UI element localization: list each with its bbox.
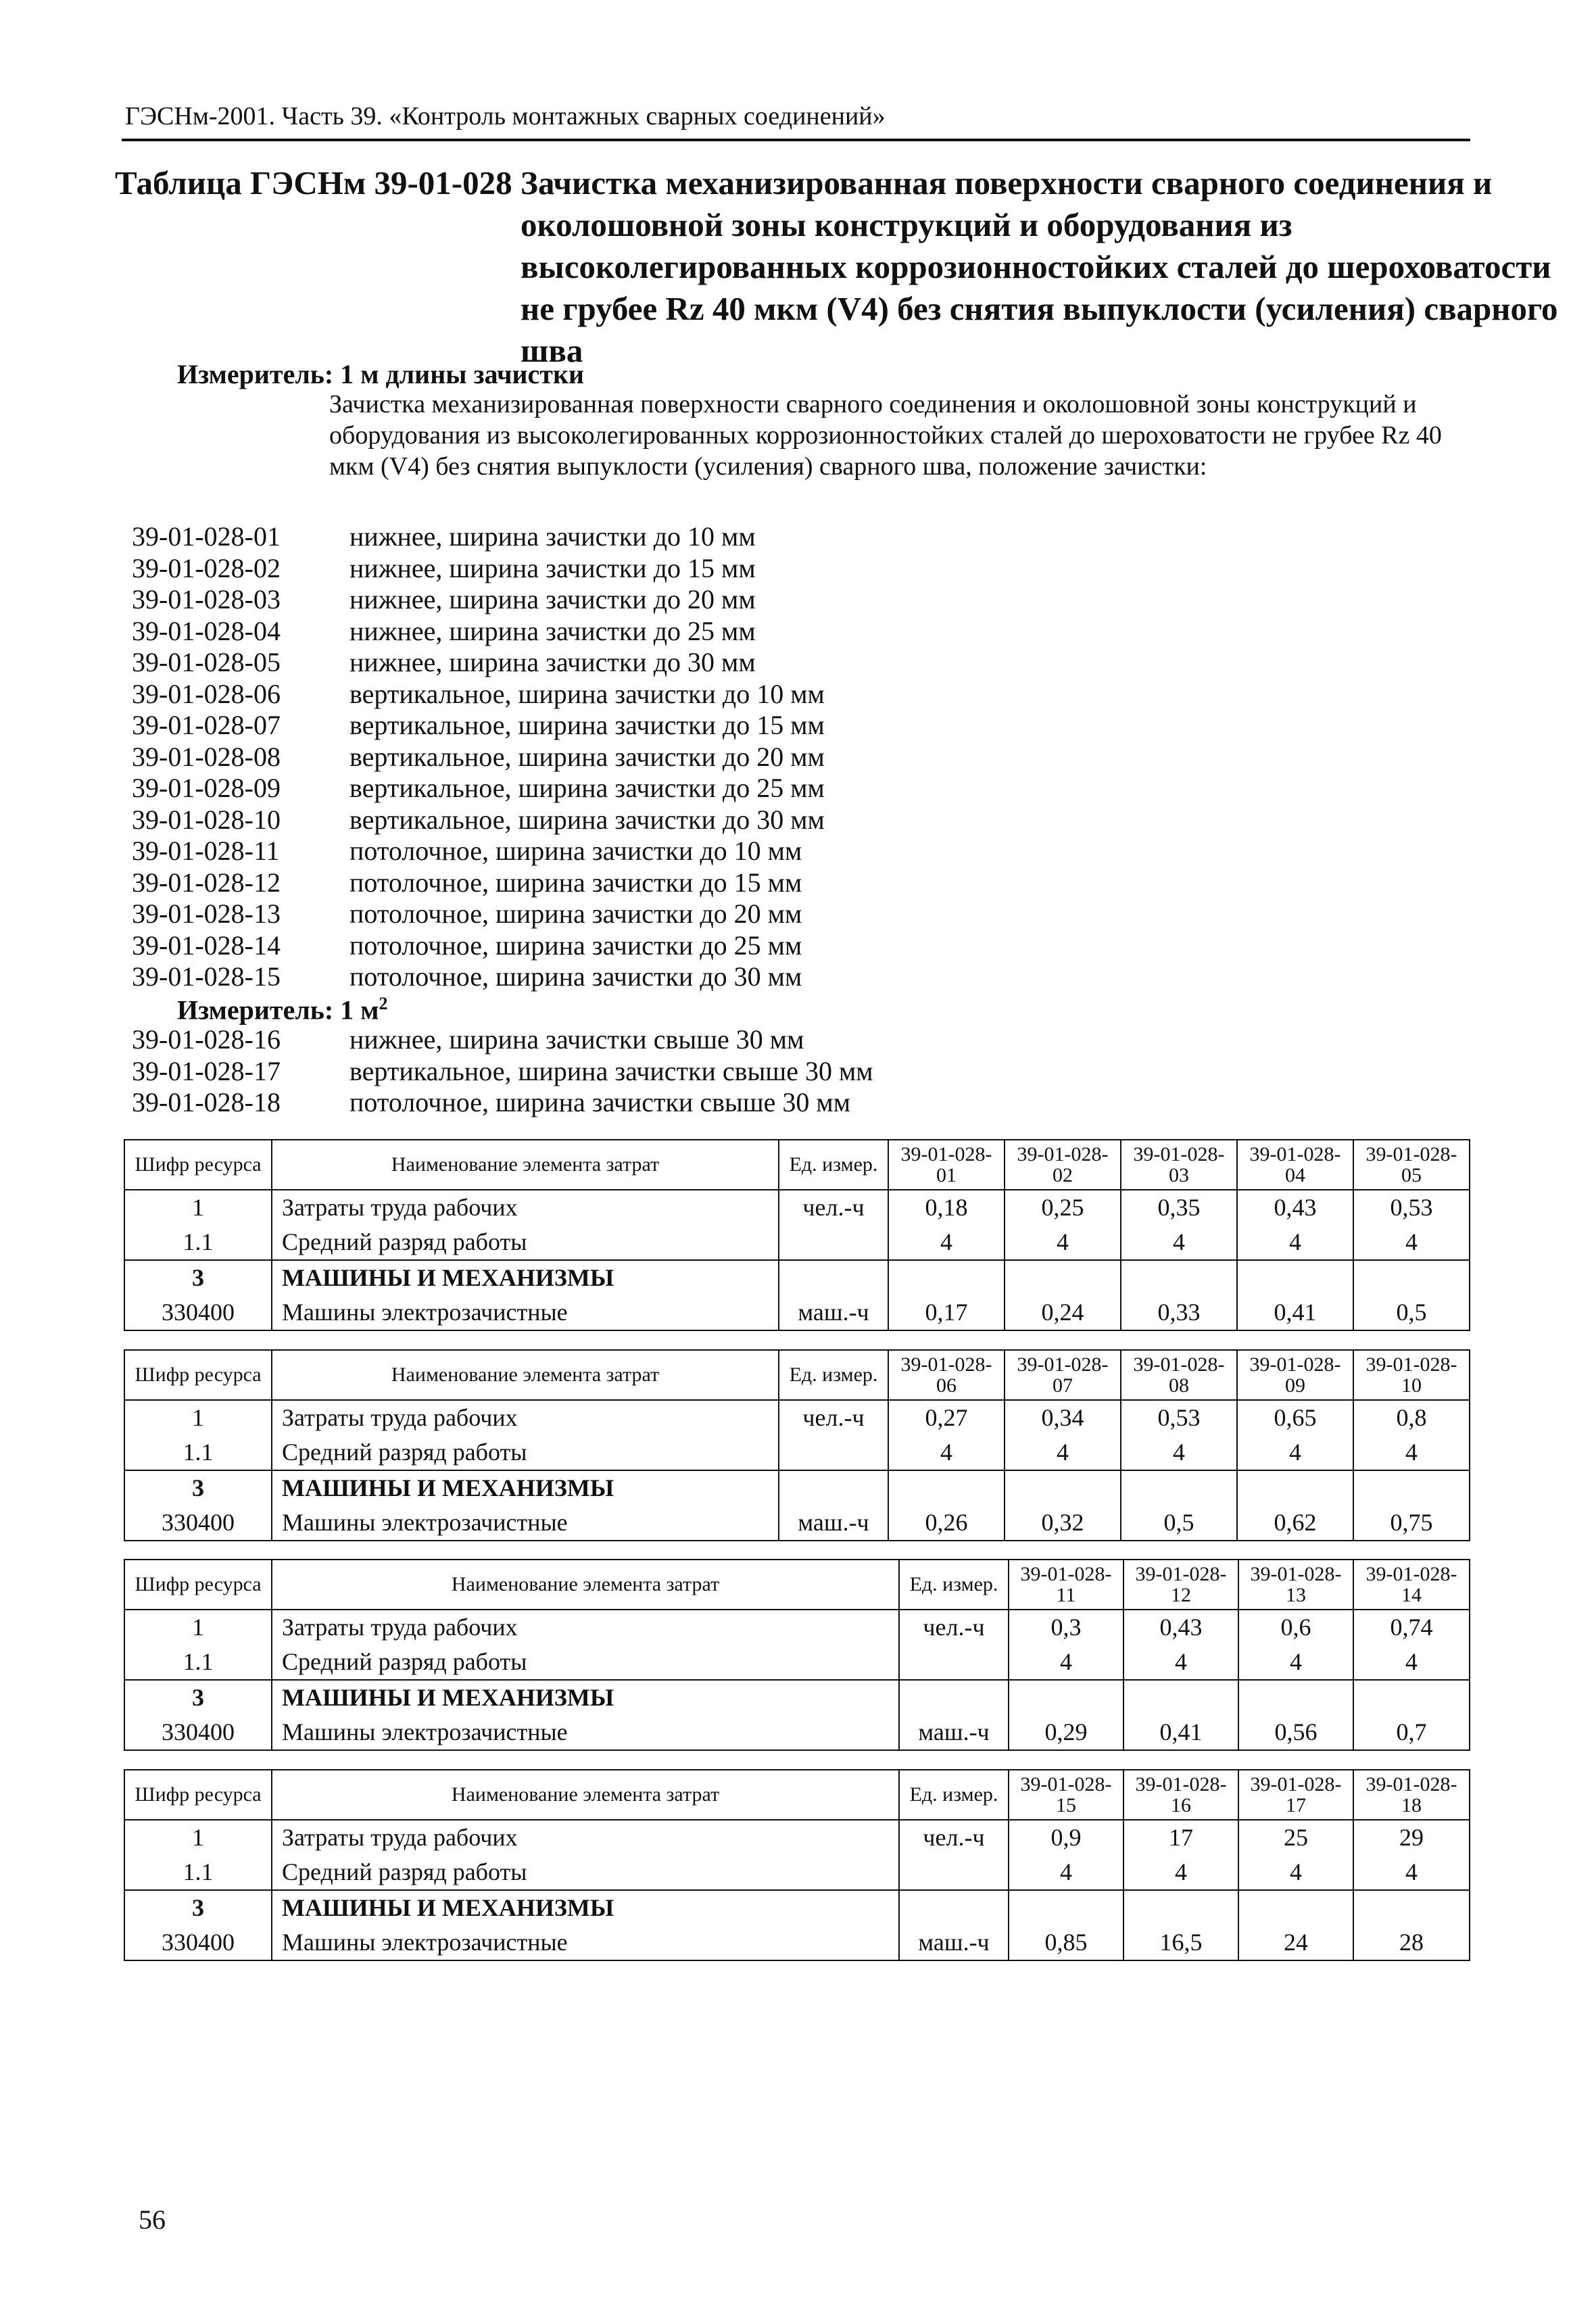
value-cell: 0,75 <box>1353 1505 1470 1541</box>
unit <box>899 1680 1009 1715</box>
value-cell: 0,65 <box>1237 1400 1353 1435</box>
table-header-row <box>124 1350 1470 1400</box>
meter-area-text: Измеритель: 1 м <box>177 994 379 1026</box>
item-text: нижнее, ширина зачистки до 20 мм <box>349 584 756 614</box>
value-cell: 0,27 <box>888 1400 1005 1435</box>
header-column-code: 39-01-028-05 <box>1353 1140 1470 1190</box>
table-row <box>124 1680 1470 1715</box>
item-text: нижнее, ширина зачистки до 30 мм <box>349 647 756 677</box>
value-cell <box>1123 1680 1238 1715</box>
item-text: потолочное, ширина зачистки до 25 мм <box>349 930 802 961</box>
value-cell: 0,5 <box>1353 1295 1470 1330</box>
item-text: потолочное, ширина зачистки до 10 мм <box>349 836 802 866</box>
value-cell: 0,32 <box>1005 1505 1121 1541</box>
cost-element-name: МАШИНЫ И МЕХАНИЗМЫ <box>272 1890 899 1925</box>
value-cell <box>888 1260 1005 1295</box>
value-cell <box>1121 1470 1237 1505</box>
unit: маш.-ч <box>779 1505 888 1541</box>
item-code: 39-01-028-11 <box>132 836 280 866</box>
header-name: Наименование элемента затрат <box>272 1560 899 1610</box>
header-column-code: 39-01-028-08 <box>1121 1350 1237 1400</box>
item-code: 39-01-028-16 <box>132 1024 281 1055</box>
value-cell: 4 <box>1238 1855 1353 1890</box>
table-title-label: Таблица ГЭСНм 39-01-028 <box>115 164 512 201</box>
list-item <box>132 1087 873 1119</box>
resource-code: 330400 <box>124 1925 272 1960</box>
cost-element-name: Средний разряд работы <box>272 1435 779 1470</box>
table-row <box>124 1855 1470 1890</box>
value-cell: 28 <box>1353 1925 1470 1960</box>
table-row <box>124 1505 1470 1541</box>
value-cell: 0,41 <box>1237 1295 1353 1330</box>
value-cell <box>1237 1470 1353 1505</box>
resource-code: 1 <box>124 1190 272 1225</box>
value-cell: 4 <box>1353 1855 1470 1890</box>
value-cell: 0,53 <box>1121 1400 1237 1435</box>
table-row <box>124 1715 1470 1750</box>
value-cell <box>1237 1260 1353 1295</box>
table-row <box>124 1400 1470 1435</box>
value-cell: 0,9 <box>1009 1820 1123 1855</box>
header-column-code: 39-01-028-11 <box>1009 1560 1123 1610</box>
value-cell <box>1353 1680 1470 1715</box>
item-code: 39-01-028-09 <box>132 773 281 803</box>
value-cell: 0,62 <box>1237 1505 1353 1541</box>
value-cell: 0,8 <box>1353 1400 1470 1435</box>
list-item <box>132 804 825 836</box>
meter-area-sup: 2 <box>379 994 388 1013</box>
resource-code: 1 <box>124 1400 272 1435</box>
table-header-row <box>124 1560 1470 1610</box>
resource-code: 3 <box>124 1680 272 1715</box>
value-cell: 17 <box>1123 1820 1238 1855</box>
table-row <box>124 1610 1470 1645</box>
header-column-code: 39-01-028-04 <box>1237 1140 1353 1190</box>
page-number: 56 <box>139 2204 166 2235</box>
item-code: 39-01-028-07 <box>132 710 281 740</box>
value-cell: 24 <box>1238 1925 1353 1960</box>
unit: маш.-ч <box>779 1295 888 1330</box>
resource-code: 1.1 <box>124 1435 272 1470</box>
list-item <box>132 961 825 993</box>
header-column-code: 39-01-028-13 <box>1238 1560 1353 1610</box>
value-cell: 0,43 <box>1123 1610 1238 1645</box>
unit <box>779 1470 888 1505</box>
header-column-code: 39-01-028-07 <box>1005 1350 1121 1400</box>
item-code: 39-01-028-17 <box>132 1055 281 1086</box>
list-item <box>132 836 825 867</box>
resource-code: 1.1 <box>124 1855 272 1890</box>
cost-element-name: МАШИНЫ И МЕХАНИЗМЫ <box>272 1260 779 1295</box>
value-cell: 0,74 <box>1353 1610 1470 1645</box>
table-header-row <box>124 1140 1470 1190</box>
item-code: 39-01-028-02 <box>132 552 281 583</box>
value-cell: 29 <box>1353 1820 1470 1855</box>
item-text: вертикальное, ширина зачистки до 25 мм <box>349 773 825 803</box>
header-name: Наименование элемента затрат <box>272 1140 779 1190</box>
item-code: 39-01-028-05 <box>132 647 281 677</box>
item-list-area <box>132 1024 873 1119</box>
resource-code: 3 <box>124 1470 272 1505</box>
value-cell: 4 <box>1237 1225 1353 1260</box>
cost-element-name: Средний разряд работы <box>272 1225 779 1260</box>
header-column-code: 39-01-028-15 <box>1009 1770 1123 1820</box>
item-code: 39-01-028-04 <box>132 615 281 646</box>
value-cell: 0,43 <box>1237 1190 1353 1225</box>
cost-element-name: МАШИНЫ И МЕХАНИЗМЫ <box>272 1680 899 1715</box>
value-cell <box>1353 1890 1470 1925</box>
value-cell: 4 <box>1005 1435 1121 1470</box>
unit: маш.-ч <box>899 1925 1009 1960</box>
value-cell <box>1123 1890 1238 1925</box>
item-list-length <box>132 521 825 993</box>
unit: чел.-ч <box>779 1190 888 1225</box>
table-row <box>124 1435 1470 1470</box>
resource-code: 1.1 <box>124 1225 272 1260</box>
value-cell: 4 <box>1353 1435 1470 1470</box>
unit <box>779 1225 888 1260</box>
item-text: нижнее, ширина зачистки свыше 30 мм <box>349 1024 804 1055</box>
cost-element-name: Средний разряд работы <box>272 1645 899 1680</box>
item-text: вертикальное, ширина зачистки до 20 мм <box>349 741 825 772</box>
list-item <box>132 710 825 742</box>
cost-element-name: Средний разряд работы <box>272 1855 899 1890</box>
resource-table <box>124 1139 1470 1331</box>
value-cell: 16,5 <box>1123 1925 1238 1960</box>
header-column-code: 39-01-028-09 <box>1237 1350 1353 1400</box>
item-code: 39-01-028-12 <box>132 867 281 898</box>
value-cell: 0,34 <box>1005 1400 1121 1435</box>
value-cell: 4 <box>888 1435 1005 1470</box>
list-item <box>132 647 825 679</box>
item-text: вертикальное, ширина зачистки до 30 мм <box>349 804 825 835</box>
unit: чел.-ч <box>899 1820 1009 1855</box>
resource-table <box>124 1769 1470 1961</box>
list-item <box>132 898 825 930</box>
value-cell: 0,7 <box>1353 1715 1470 1750</box>
list-item <box>132 553 825 585</box>
value-cell <box>1005 1470 1121 1505</box>
list-item <box>132 773 825 804</box>
value-cell: 0,35 <box>1121 1190 1237 1225</box>
value-cell: 0,56 <box>1238 1715 1353 1750</box>
resource-code: 1 <box>124 1610 272 1645</box>
value-cell <box>888 1470 1005 1505</box>
unit <box>899 1645 1009 1680</box>
resource-table <box>124 1349 1470 1541</box>
value-cell: 4 <box>1353 1645 1470 1680</box>
value-cell <box>1005 1260 1121 1295</box>
value-cell: 4 <box>888 1225 1005 1260</box>
item-code: 39-01-028-10 <box>132 804 281 835</box>
header-column-code: 39-01-028-14 <box>1353 1560 1470 1610</box>
header-column-code: 39-01-028-16 <box>1123 1770 1238 1820</box>
header-column-code: 39-01-028-03 <box>1121 1140 1237 1190</box>
unit <box>779 1435 888 1470</box>
cost-element-name: Затраты труда рабочих <box>272 1610 899 1645</box>
list-item <box>132 1024 873 1056</box>
list-item <box>132 930 825 962</box>
header-resource: Шифр ресурса <box>124 1770 272 1820</box>
value-cell: 0,24 <box>1005 1295 1121 1330</box>
resource-code: 3 <box>124 1890 272 1925</box>
unit <box>899 1855 1009 1890</box>
item-code: 39-01-028-03 <box>132 584 281 614</box>
header-resource: Шифр ресурса <box>124 1350 272 1400</box>
item-text: вертикальное, ширина зачистки свыше 30 мм <box>349 1055 873 1086</box>
cost-element-name: Затраты труда рабочих <box>272 1820 899 1855</box>
resource-code: 330400 <box>124 1295 272 1330</box>
table-row <box>124 1820 1470 1855</box>
value-cell: 4 <box>1353 1225 1470 1260</box>
table-row <box>124 1225 1470 1260</box>
running-header: ГЭСНм-2001. Часть 39. «Контроль монтажных сварных соединений» <box>125 102 886 130</box>
value-cell: 4 <box>1005 1225 1121 1260</box>
table-row <box>124 1470 1470 1505</box>
table-row <box>124 1190 1470 1225</box>
value-cell: 4 <box>1238 1645 1353 1680</box>
table-row <box>124 1645 1470 1680</box>
value-cell: 4 <box>1237 1435 1353 1470</box>
cost-element-name: МАШИНЫ И МЕХАНИЗМЫ <box>272 1470 779 1505</box>
header-column-code: 39-01-028-06 <box>888 1350 1005 1400</box>
value-cell <box>1238 1890 1353 1925</box>
meter-length: Измеритель: 1 м длины зачистки <box>177 359 585 389</box>
header-unit: Ед. измер. <box>779 1350 888 1400</box>
unit <box>779 1260 888 1295</box>
table-row <box>124 1260 1470 1295</box>
item-text: нижнее, ширина зачистки до 25 мм <box>349 615 756 646</box>
item-code: 39-01-028-14 <box>132 930 281 961</box>
unit <box>899 1890 1009 1925</box>
cost-element-name: Машины электрозачистные <box>272 1505 779 1541</box>
value-cell: 4 <box>1009 1645 1123 1680</box>
list-item <box>132 742 825 773</box>
item-code: 39-01-028-18 <box>132 1087 281 1117</box>
item-code: 39-01-028-01 <box>132 521 281 552</box>
resource-table <box>124 1559 1470 1751</box>
table-row <box>124 1890 1470 1925</box>
item-text: потолочное, ширина зачистки до 30 мм <box>349 961 802 992</box>
header-column-code: 39-01-028-02 <box>1005 1140 1121 1190</box>
header-column-code: 39-01-028-18 <box>1353 1770 1470 1820</box>
value-cell: 0,29 <box>1009 1715 1123 1750</box>
header-column-code: 39-01-028-12 <box>1123 1560 1238 1610</box>
value-cell <box>1353 1470 1470 1505</box>
unit: маш.-ч <box>899 1715 1009 1750</box>
item-text: потолочное, ширина зачистки свыше 30 мм <box>349 1087 851 1117</box>
header-column-code: 39-01-028-10 <box>1353 1350 1470 1400</box>
value-cell: 0,26 <box>888 1505 1005 1541</box>
item-code: 39-01-028-15 <box>132 961 281 992</box>
resource-code: 330400 <box>124 1715 272 1750</box>
list-item <box>132 679 825 710</box>
list-item <box>132 616 825 648</box>
value-cell: 25 <box>1238 1820 1353 1855</box>
value-cell: 4 <box>1121 1225 1237 1260</box>
list-item <box>132 584 825 616</box>
table-header-row <box>124 1770 1470 1820</box>
header-name: Наименование элемента затрат <box>272 1770 899 1820</box>
list-item <box>132 867 825 899</box>
header-column-code: 39-01-028-01 <box>888 1140 1005 1190</box>
item-text: вертикальное, ширина зачистки до 15 мм <box>349 710 825 740</box>
item-text: потолочное, ширина зачистки до 20 мм <box>349 898 802 929</box>
value-cell: 4 <box>1009 1855 1123 1890</box>
value-cell: 0,25 <box>1005 1190 1121 1225</box>
item-code: 39-01-028-06 <box>132 678 281 709</box>
value-cell <box>1121 1260 1237 1295</box>
header-resource: Шифр ресурса <box>124 1560 272 1610</box>
cost-element-name: Затраты труда рабочих <box>272 1190 779 1225</box>
header-unit: Ед. измер. <box>779 1140 888 1190</box>
value-cell: 4 <box>1121 1435 1237 1470</box>
value-cell: 0,33 <box>1121 1295 1237 1330</box>
value-cell: 0,3 <box>1009 1610 1123 1645</box>
table-row <box>124 1925 1470 1960</box>
value-cell: 4 <box>1123 1645 1238 1680</box>
item-code: 39-01-028-08 <box>132 741 281 772</box>
value-cell <box>1009 1890 1123 1925</box>
header-column-code: 39-01-028-17 <box>1238 1770 1353 1820</box>
header-unit: Ед. измер. <box>899 1560 1009 1610</box>
header-name: Наименование элемента затрат <box>272 1350 779 1400</box>
value-cell: 0,6 <box>1238 1610 1353 1645</box>
item-code: 39-01-028-13 <box>132 898 281 929</box>
item-text: потолочное, ширина зачистки до 15 мм <box>349 867 802 898</box>
item-text: нижнее, ширина зачистки до 15 мм <box>349 552 756 583</box>
cost-element-name: Затраты труда рабочих <box>272 1400 779 1435</box>
value-cell <box>1238 1680 1353 1715</box>
list-item <box>132 1056 873 1088</box>
resource-code: 1 <box>124 1820 272 1855</box>
header-rule <box>122 139 1470 141</box>
header-unit: Ед. измер. <box>899 1770 1009 1820</box>
list-item <box>132 521 825 553</box>
value-cell: 0,53 <box>1353 1190 1470 1225</box>
unit: чел.-ч <box>899 1610 1009 1645</box>
value-cell <box>1353 1260 1470 1295</box>
header-resource: Шифр ресурса <box>124 1140 272 1190</box>
item-text: нижнее, ширина зачистки до 10 мм <box>349 521 756 552</box>
cost-element-name: Машины электрозачистные <box>272 1925 899 1960</box>
table-row <box>124 1295 1470 1330</box>
value-cell: 0,18 <box>888 1190 1005 1225</box>
meter-area <box>177 994 387 1026</box>
resource-code: 3 <box>124 1260 272 1295</box>
table-title-text: Зачистка механизированная поверхности сварного соединения и околошовной зоны конструкций и оборудования из высоколегированных коррозионностойких сталей до шероховатости не грубее Rz 40 мкм (V4) без снятия выпуклости (усиления) сварного шва <box>521 164 1558 369</box>
value-cell: 0,5 <box>1121 1505 1237 1541</box>
value-cell: 0,41 <box>1123 1715 1238 1750</box>
unit: чел.-ч <box>779 1400 888 1435</box>
value-cell: 0,85 <box>1009 1925 1123 1960</box>
resource-code: 1.1 <box>124 1645 272 1680</box>
value-cell: 4 <box>1123 1855 1238 1890</box>
resource-code: 330400 <box>124 1505 272 1541</box>
value-cell <box>1009 1680 1123 1715</box>
cost-element-name: Машины электрозачистные <box>272 1295 779 1330</box>
work-description: Зачистка механизированная поверхности сварного соединения и околошовной зоны конструкций и оборудования из высоколегированных коррозионностойких сталей до шероховатости не грубее Rz 40 мкм (V4) без снятия выпуклости (усиления) сварного шва, положение зачистки: <box>329 390 1442 481</box>
item-text: вертикальное, ширина зачистки до 10 мм <box>349 678 825 709</box>
cost-element-name: Машины электрозачистные <box>272 1715 899 1750</box>
value-cell: 0,17 <box>888 1295 1005 1330</box>
